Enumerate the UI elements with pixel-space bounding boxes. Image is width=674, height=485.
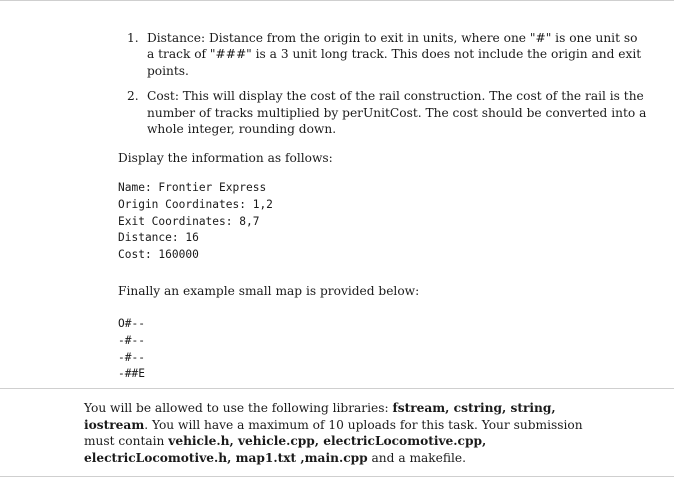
map-line: O#--	[118, 317, 145, 330]
code-line: Name: Frontier Express	[118, 181, 267, 194]
top-divider	[0, 0, 674, 1]
display-intro: Display the information as follows:	[118, 151, 333, 165]
libraries-lead: You will be allowed to use the following libraries:	[84, 401, 393, 415]
bottom-divider	[0, 476, 674, 477]
code-line: Distance: 16	[118, 231, 199, 245]
map-intro: Finally an example small map is provided below:	[118, 284, 420, 298]
uploads-text: . You will have a maximum of 10 uploads for this task. Your submission must contain	[84, 417, 583, 449]
submission-files: vehicle.h, vehicle.cpp, electricLocomotive.cpp, electricLocomotive.h, map1.txt ,main.cpp	[84, 434, 487, 465]
list-item-number: 1.	[127, 31, 139, 45]
map-line: -#--	[118, 350, 145, 364]
section-divider	[0, 388, 674, 389]
code-line: Origin Coordinates: 1,2	[118, 197, 273, 211]
list-item	[127, 88, 647, 137]
libraries-names: fstream, cstring, string, iostream	[84, 401, 556, 432]
libraries-paragraph	[84, 400, 614, 466]
list-item	[127, 30, 647, 79]
map-line: -##E	[118, 367, 145, 381]
map-line: -#--	[118, 333, 145, 347]
code-line: Exit Coordinates: 8,7	[118, 214, 260, 228]
numbered-list	[112, 30, 647, 146]
libraries-tail: and a makefile.	[367, 450, 467, 465]
display-example-block	[118, 180, 273, 264]
code-line: Cost: 160000	[118, 248, 199, 262]
map-example-block	[118, 316, 145, 383]
list-item-text: Distance: Distance from the origin to exit in units, where one "#" is one unit so a track of "###" is a 3 unit long track. This does not include the origin and exit points.	[147, 31, 642, 78]
list-item-text: Cost: This will display the cost of the rail construction. The cost of the rail is the number of tracks multiplied by perUnitCost. The cost should be converted into a whole integer, rounding down.	[147, 89, 647, 137]
list-item-number: 2.	[127, 89, 139, 104]
